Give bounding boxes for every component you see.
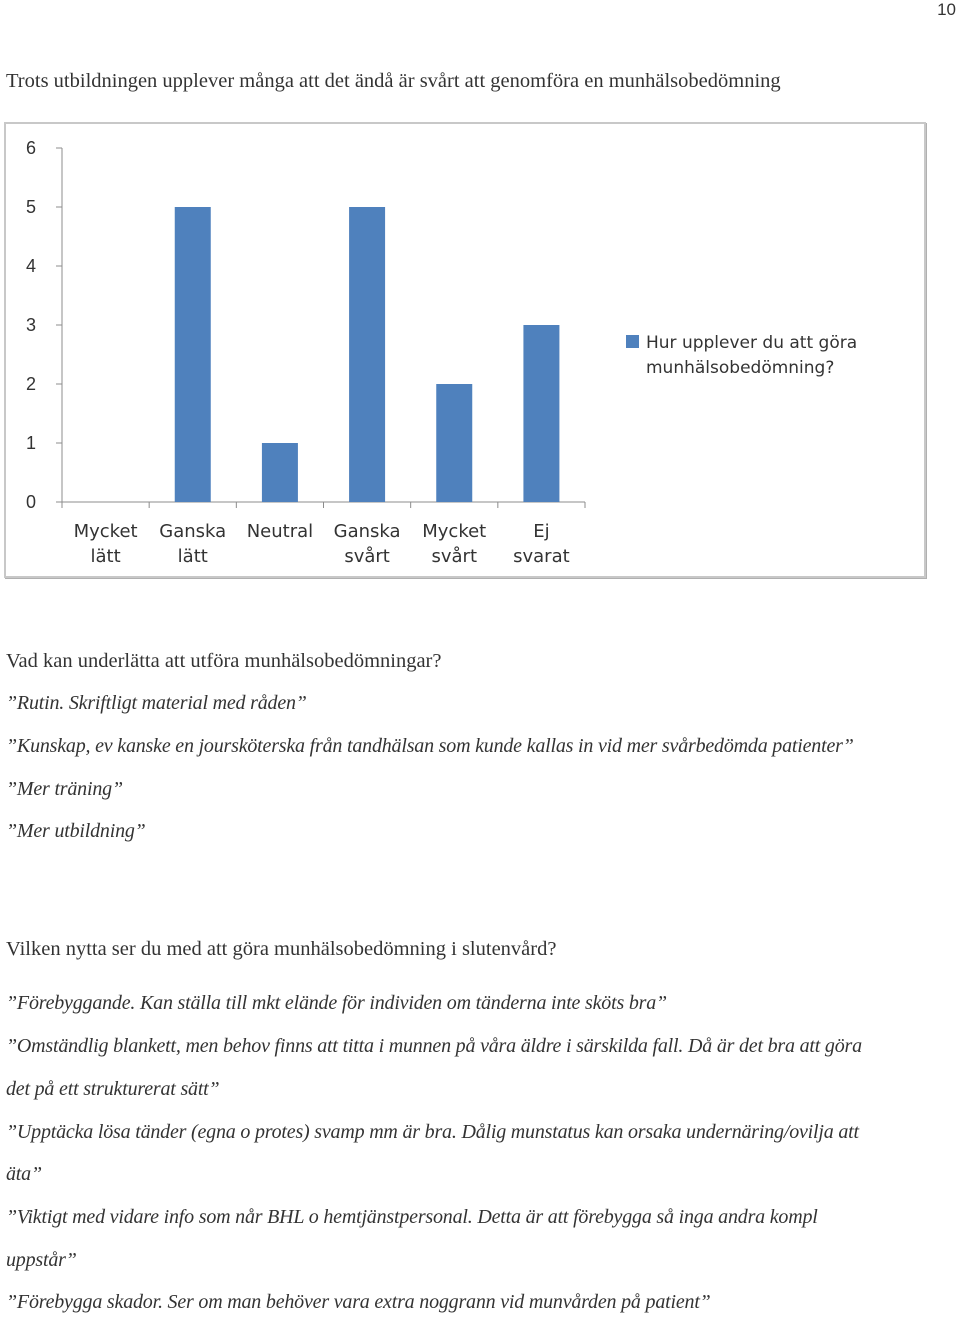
answer-2-4: ”Viktigt med vidare info som når BHL o hemtjänstpersonal. Detta är att förebygga så inga andra kompl bbox=[6, 1206, 818, 1228]
bar bbox=[436, 384, 472, 502]
x-category-label: svårt bbox=[431, 546, 478, 567]
y-tick-label: 1 bbox=[25, 433, 37, 453]
x-category-label: Ganska bbox=[333, 521, 401, 542]
bar bbox=[175, 207, 211, 502]
y-tick-label: 6 bbox=[25, 138, 37, 158]
legend-swatch bbox=[626, 335, 639, 348]
bar bbox=[262, 443, 298, 502]
intro-text: Trots utbildningen upplever många att det ändå är svårt att genomföra en munhälsobedömning bbox=[6, 70, 781, 92]
answer-1-4: ”Mer utbildning” bbox=[6, 820, 146, 842]
x-category-label: Neutral bbox=[246, 521, 314, 542]
bar bbox=[349, 207, 385, 502]
answer-2-2-cont: det på ett strukturerat sätt” bbox=[6, 1078, 220, 1100]
y-tick-label: 3 bbox=[25, 315, 37, 335]
x-category-label: Ej bbox=[533, 521, 550, 542]
bar-chart bbox=[4, 122, 926, 578]
answer-2-3-cont: äta” bbox=[6, 1163, 42, 1185]
x-category-label: lätt bbox=[177, 546, 208, 567]
question-2: Vilken nytta ser du med att göra munhälsobedömning i slutenvård? bbox=[6, 938, 557, 960]
y-tick-label: 4 bbox=[25, 256, 37, 276]
chart-svg bbox=[2, 2, 960, 602]
x-category-label: Mycket bbox=[73, 521, 138, 542]
answer-2-5: ”Förebygga skador. Ser om man behöver vara extra noggrann vid munvården på patient” bbox=[6, 1291, 711, 1313]
y-tick-label: 5 bbox=[25, 197, 37, 217]
answer-1-1: ”Rutin. Skriftligt material med råden” bbox=[6, 692, 307, 714]
x-category-label: svårt bbox=[344, 546, 390, 567]
x-category-label: Mycket bbox=[422, 521, 487, 542]
question-1: Vad kan underlätta att utföra munhälsobedömningar? bbox=[6, 650, 442, 672]
x-category-label: Ganska bbox=[159, 521, 227, 542]
legend-label: Hur upplever du att göra bbox=[646, 333, 858, 353]
bar bbox=[523, 325, 559, 502]
answer-1-3: ”Mer träning” bbox=[6, 778, 123, 800]
page-number: 10 bbox=[937, 0, 956, 19]
answer-2-3: ”Upptäcka lösa tänder (egna o protes) svamp mm är bra. Dålig munstatus kan orsaka undernäring/ovilja att bbox=[6, 1121, 859, 1143]
x-category-label: svarat bbox=[513, 546, 570, 567]
answer-2-1: ”Förebyggande. Kan ställa till mkt elände för individen om tänderna inte sköts bra” bbox=[6, 992, 667, 1014]
answer-2-4-cont: uppstår” bbox=[6, 1249, 77, 1271]
y-tick-label: 2 bbox=[25, 374, 37, 394]
answer-1-2: ”Kunskap, ev kanske en joursköterska från tandhälsan som kunde kallas in vid mer svårbedömda patienter” bbox=[6, 735, 854, 757]
legend-label: munhälsobedömning? bbox=[646, 358, 835, 378]
answer-2-2: ”Omständlig blankett, men behov finns att titta i munnen på våra äldre i särskilda fall. Då är det bra att göra bbox=[6, 1035, 862, 1057]
y-tick-label: 0 bbox=[25, 492, 37, 512]
x-category-label: lätt bbox=[90, 546, 121, 567]
